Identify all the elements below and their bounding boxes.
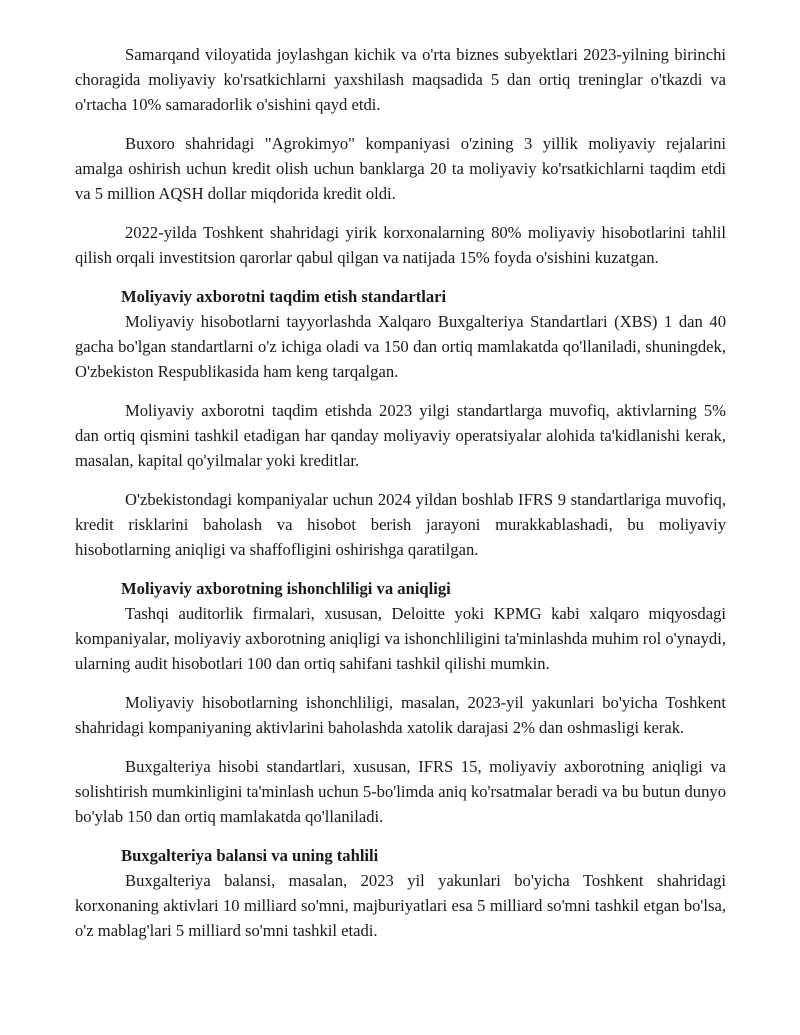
section-paragraph: Moliyaviy axborotni taqdim etishda 2023 yilgi standartlarga muvofiq, aktivlarning 5% dan ortiq qismini tashkil etadigan har qanday moliyaviy operatsiyalar alohida ta'kidlanishi kerak, masalan, kapital qo'yilmalar yoki kreditlar. bbox=[75, 401, 726, 470]
section-paragraph: Tashqi auditorlik firmalari, xususan, Deloitte yoki KPMG kabi xalqaro miqyosdagi kompaniyalar, moliyaviy axborotning aniqligi va ishonchliligini ta'minlashda muhim rol o'ynaydi, ularning audit hisobotlari 100 dan ortiq sahifani tashkil qilishi mumkin. bbox=[75, 604, 726, 673]
section-reliability-accuracy bbox=[75, 576, 726, 829]
section-paragraph: Buxgalteriya hisobi standartlari, xususan, IFRS 15, moliyaviy axborotning aniqligi va solishtirish mumkinligini ta'minlash uchun 5-bo'limda aniq ko'rsatmalar beradi va bu butun dunyo bo'ylab 150 dan ortiq mamlakatda qo'llaniladi. bbox=[75, 757, 726, 826]
section-heading: Buxgalteriya balansi va uning tahlili bbox=[121, 846, 379, 865]
section-heading: Moliyaviy axborotni taqdim etish standartlari bbox=[121, 287, 447, 306]
section-paragraph: O'zbekistondagi kompaniyalar uchun 2024 yildan boshlab IFRS 9 standartlariga muvofiq, kredit risklarini baholash va hisobot berish jarayoni murakkablashadi, bu moliyaviy hisobotlarning aniqligi va shaffofligini oshirishga qaratilgan. bbox=[75, 490, 726, 559]
section-paragraph: Buxgalteriya balansi, masalan, 2023 yil yakunlari bo'yicha Toshkent shahridagi korxonaning aktivlari 10 milliard so'mni, majburiyatlari esa 5 milliard so'mni tashkil etgan bo'lsa, o'z mablag'lari 5 milliard so'mni tashkil etadi. bbox=[75, 871, 726, 940]
section-presentation-standards bbox=[75, 284, 726, 562]
intro-paragraph-1: Samarqand viloyatida joylashgan kichik va o'rta biznes subyektlari 2023-yilning birinchi choragida moliyaviy ko'rsatkichlarni yaxshilash maqsadida 5 dan ortiq treninglar o'tkazdi va o'rtacha 10% samaradorlik o'sishini qayd etdi. bbox=[75, 45, 726, 114]
intro-paragraph-3: 2022-yilda Toshkent shahridagi yirik korxonalarning 80% moliyaviy hisobotlarini tahlil qilish orqali investitsion qarorlar qabul qilgan va natijada 15% foyda o'sishini kuzatgan. bbox=[75, 223, 726, 267]
section-paragraph: Moliyaviy hisobotlarni tayyorlashda Xalqaro Buxgalteriya Standartlari (XBS) 1 dan 40 gacha bo'lgan standartlarni o'z ichiga oladi va 150 dan ortiq mamlakatda qo'llaniladi, shuningdek, O'zbekiston Respublikasida ham keng tarqalgan. bbox=[75, 312, 726, 381]
document-page bbox=[75, 42, 726, 957]
section-balance-sheet bbox=[75, 843, 726, 943]
section-heading: Moliyaviy axborotning ishonchliligi va aniqligi bbox=[121, 579, 451, 598]
section-paragraph: Moliyaviy hisobotlarning ishonchliligi, masalan, 2023-yil yakunlari bo'yicha Toshkent shahridagi kompaniyaning aktivlarini baholashda xatolik darajasi 2% dan oshmasligi kerak. bbox=[75, 693, 726, 737]
intro-paragraph-2: Buxoro shahridagi "Agrokimyo" kompaniyasi o'zining 3 yillik moliyaviy rejalarini amalga oshirish uchun kredit olish uchun banklarga 20 ta moliyaviy ko'rsatkichlarni taqdim etdi va 5 million AQSH dollar miqdorida kredit oldi. bbox=[75, 134, 726, 203]
